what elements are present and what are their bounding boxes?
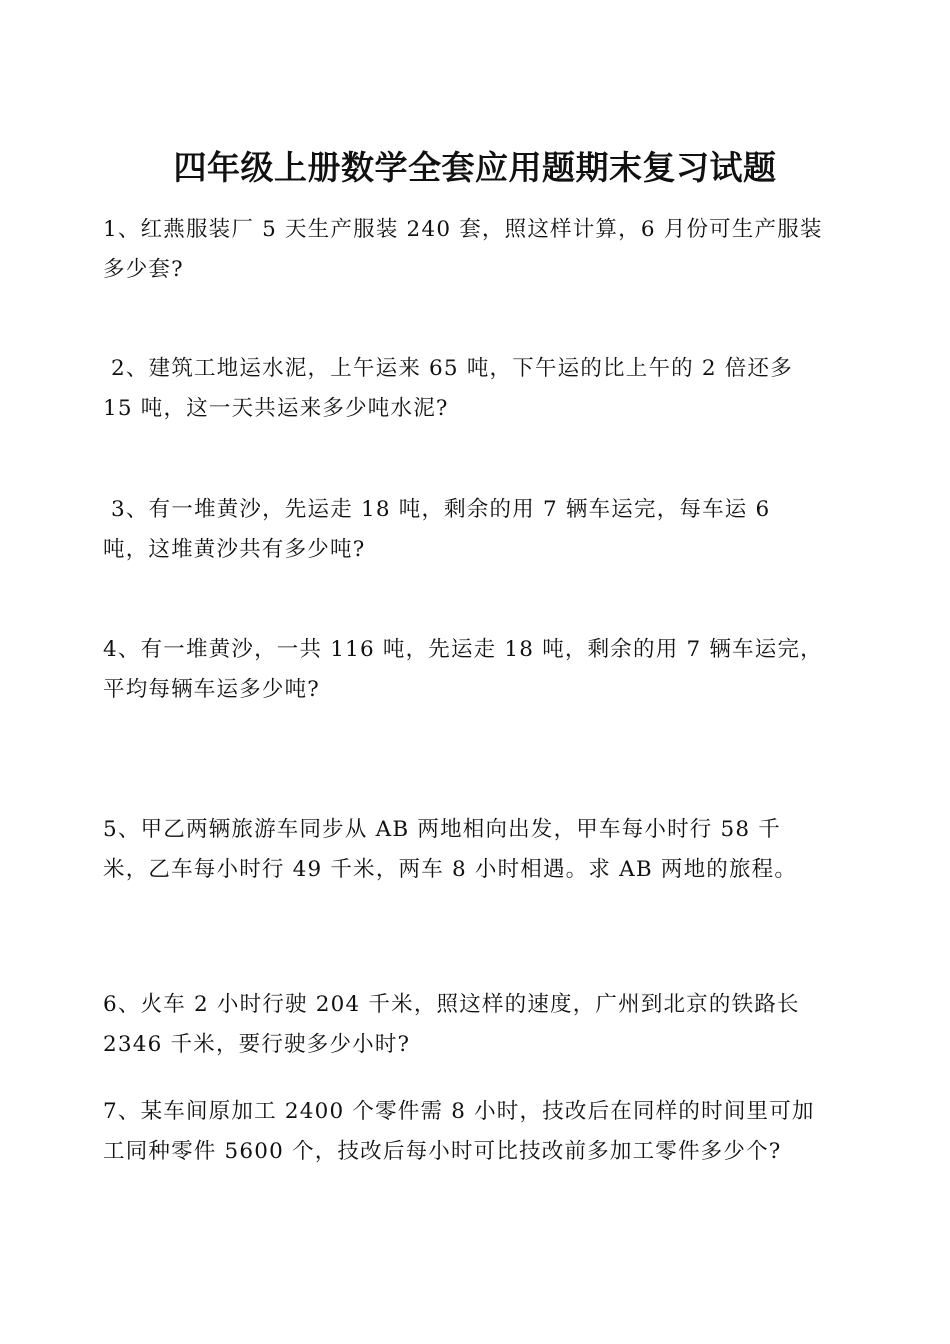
question-2-line-1: 2、建筑工地运水泥，上午运来 65 吨，下午运的比上午的 2 倍还多: [103, 356, 793, 381]
question-5: [103, 810, 873, 890]
question-7-line-1: 7、某车间原加工 2400 个零件需 8 小时，技改后在同样的时间里可加: [103, 1099, 815, 1124]
question-5-line-2: 米，乙车每小时行 49 千米，两车 8 小时相遇。求 AB 两地的旅程。: [103, 857, 798, 882]
question-6-line-1: 6、火车 2 小时行驶 204 千米，照这样的速度，广州到北京的铁路长: [103, 992, 800, 1017]
question-2-line-2: 15 吨，这一天共运来多少吨水泥?: [103, 396, 449, 421]
question-1-line-2: 多少套?: [103, 257, 184, 282]
question-4: [103, 630, 873, 710]
question-4-line-2: 平均每辆车运多少吨?: [103, 677, 321, 702]
question-6: [103, 985, 873, 1065]
question-6-line-2: 2346 千米，要行驶多少小时?: [103, 1032, 411, 1057]
question-3-line-1: 3、有一堆黄沙，先运走 18 吨，剩余的用 7 辆车运完，每车运 6: [103, 497, 771, 522]
document-title: 四年级上册数学全套应用题期末复习试题: [173, 148, 777, 187]
question-3: [103, 490, 873, 570]
question-7-line-2: 工同种零件 5600 个，技改后每小时可比技改前多加工零件多少个?: [103, 1139, 782, 1164]
question-2: [103, 349, 873, 429]
question-1-line-1: 1、红燕服装厂 5 天生产服装 240 套，照这样计算，6 月份可生产服装: [103, 217, 823, 242]
question-4-line-1: 4、有一堆黄沙，一共 116 吨，先运走 18 吨，剩余的用 7 辆车运完，: [103, 637, 823, 662]
question-3-line-2: 吨，这堆黄沙共有多少吨?: [103, 537, 366, 562]
question-1: [103, 210, 873, 290]
question-7: [103, 1092, 873, 1172]
question-5-line-1: 5、甲乙两辆旅游车同步从 AB 两地相向出发，甲车每小时行 58 千: [103, 817, 782, 842]
